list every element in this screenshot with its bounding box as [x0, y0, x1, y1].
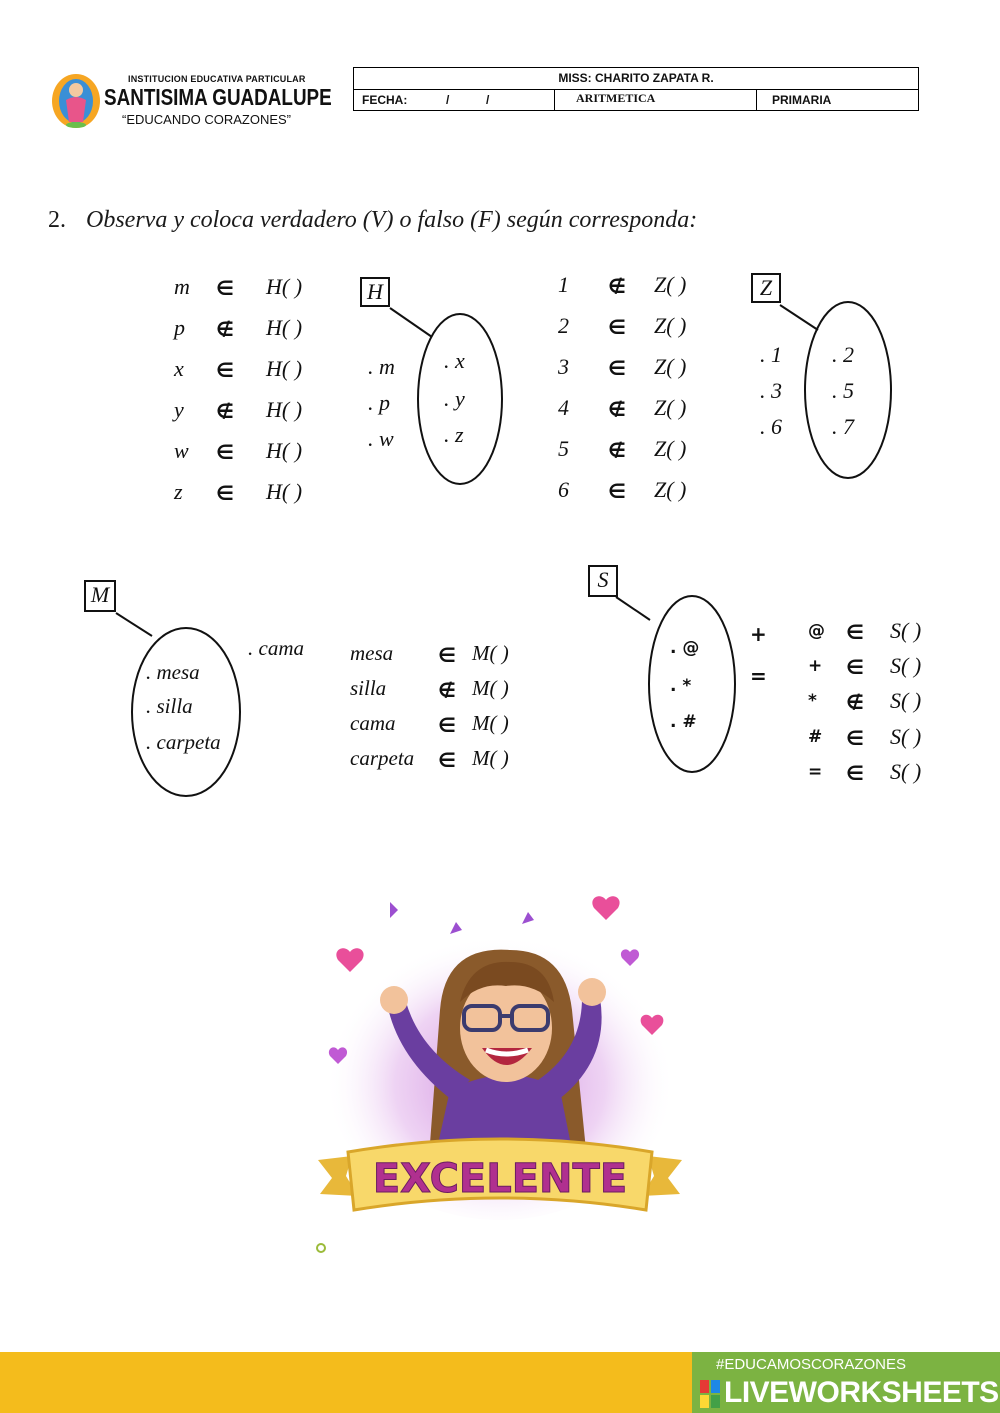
- hashtag: #EDUCAMOSCORAZONES: [716, 1356, 907, 1373]
- membership-symbol: ∈: [846, 655, 864, 679]
- brand-name: LIVEWORKSHEETS: [724, 1376, 999, 1409]
- answer-slot[interactable]: S( ): [890, 618, 922, 643]
- outside-element: . cama: [248, 636, 304, 660]
- element: @: [808, 621, 825, 641]
- membership-symbol: ∈: [216, 358, 234, 382]
- set-z-label: Z: [751, 273, 781, 303]
- set-s-label: S: [588, 565, 618, 597]
- element: 4: [558, 395, 569, 420]
- subject-name: ARITMETICA: [576, 91, 656, 105]
- inside-element: . 2: [832, 342, 854, 367]
- inside-element: . y: [444, 386, 465, 411]
- element: y: [174, 397, 184, 422]
- table-divider: [756, 89, 757, 111]
- outside-element: . 3: [760, 378, 782, 403]
- school-level: PRIMARIA: [772, 93, 832, 107]
- outside-element: . p: [368, 390, 390, 415]
- outside-element: =: [750, 664, 767, 688]
- s-connector-line: [616, 597, 650, 620]
- membership-symbol: ∈: [438, 713, 456, 737]
- membership-symbol: ∈: [846, 726, 864, 750]
- answer-slot[interactable]: S( ): [890, 724, 922, 749]
- element: #: [808, 727, 823, 747]
- answer-slot[interactable]: H( ): [266, 397, 303, 422]
- answer-slot[interactable]: S( ): [890, 759, 922, 784]
- inside-element: . carpeta: [146, 730, 221, 754]
- inside-element: . *: [670, 676, 692, 696]
- date-label: FECHA:: [362, 93, 408, 107]
- institution-type: INSTITUCION EDUCATIVA PARTICULAR: [128, 74, 306, 84]
- element: w: [174, 438, 189, 463]
- institution-motto: “EDUCANDO CORAZONES”: [122, 112, 292, 127]
- date-separator: /: [486, 93, 490, 107]
- answer-slot[interactable]: M( ): [472, 746, 509, 770]
- virgin-emblem-icon: [50, 72, 102, 130]
- membership-symbol: ∈: [216, 440, 234, 464]
- membership-symbol: ∉: [216, 317, 234, 341]
- m-connector-line: [116, 613, 152, 636]
- answer-slot[interactable]: Z( ): [654, 354, 687, 379]
- inside-element: . @: [670, 638, 700, 658]
- membership-symbol: ∈: [438, 643, 456, 667]
- liveworksheets-badge[interactable]: [692, 1352, 1000, 1413]
- answer-slot[interactable]: M( ): [472, 676, 509, 700]
- answer-slot[interactable]: H( ): [266, 438, 303, 463]
- exercise-number: 2.: [48, 207, 66, 233]
- inside-element: . x: [444, 348, 465, 373]
- element: 3: [558, 354, 569, 379]
- instruction-text: Observa y coloca verdadero (V) o falso (F) según corresponda:: [86, 207, 698, 233]
- inside-element: . z: [444, 422, 464, 447]
- membership-symbol: ∈: [608, 315, 626, 339]
- element: carpeta: [350, 746, 415, 770]
- answer-slot[interactable]: M( ): [472, 641, 509, 665]
- answer-slot[interactable]: S( ): [890, 653, 922, 678]
- excelente-illustration: [310, 890, 690, 1260]
- answer-slot[interactable]: H( ): [266, 356, 303, 381]
- element: +: [808, 656, 823, 676]
- answer-slot[interactable]: H( ): [266, 315, 303, 340]
- footer-bar: [0, 1352, 1000, 1413]
- element: 6: [558, 477, 569, 502]
- membership-symbol: ∈: [608, 356, 626, 380]
- element: 5: [558, 436, 569, 461]
- celebration-image: [310, 890, 690, 1260]
- institution-name: SANTISIMA GUADALUPE: [104, 84, 332, 110]
- h-connector-line: [390, 308, 432, 337]
- outside-element: . m: [368, 354, 395, 379]
- set-m-label: M: [84, 580, 116, 612]
- answer-slot[interactable]: Z( ): [654, 313, 687, 338]
- live-icon: [700, 1380, 720, 1408]
- banner-text: EXCELENTE: [372, 1156, 628, 1202]
- inside-element: . mesa: [146, 660, 200, 684]
- membership-symbol: ∈: [846, 761, 864, 785]
- outside-element: . 1: [760, 342, 782, 367]
- answer-slot[interactable]: M( ): [472, 711, 509, 735]
- answer-slot[interactable]: Z( ): [654, 395, 687, 420]
- answer-slot[interactable]: H( ): [266, 479, 303, 504]
- membership-symbol: ∉: [608, 438, 626, 462]
- membership-symbol: ∉: [608, 397, 626, 421]
- element: 1: [558, 272, 569, 297]
- element: *: [808, 691, 817, 711]
- school-logo: [50, 68, 332, 134]
- membership-symbol: ∈: [216, 481, 234, 505]
- inside-element: . 7: [832, 414, 854, 439]
- membership-symbol: ∉: [846, 690, 864, 714]
- membership-symbol: ∉: [216, 399, 234, 423]
- element: cama: [350, 711, 396, 735]
- exercise-instruction: [48, 207, 697, 234]
- element: 2: [558, 313, 569, 338]
- membership-symbol: ∈: [216, 276, 234, 300]
- inside-element: . silla: [146, 694, 193, 718]
- header-info-table: [353, 67, 919, 111]
- answer-slot[interactable]: H( ): [266, 274, 303, 299]
- date-separator: /: [446, 93, 450, 107]
- membership-symbol: ∉: [608, 274, 626, 298]
- element: z: [174, 479, 183, 504]
- element: m: [174, 274, 190, 299]
- answer-slot[interactable]: S( ): [890, 688, 922, 713]
- membership-symbol: ∈: [438, 748, 456, 772]
- element: x: [174, 356, 184, 381]
- answer-slot[interactable]: Z( ): [654, 477, 687, 502]
- outside-element: . 6: [760, 414, 782, 439]
- element: p: [174, 315, 185, 340]
- set-h-label: H: [360, 277, 390, 307]
- inside-element: . 5: [832, 378, 854, 403]
- outside-element: . w: [368, 426, 394, 451]
- inside-element: . #: [670, 712, 697, 732]
- element: mesa: [350, 641, 394, 665]
- table-divider: [554, 89, 555, 111]
- z-connector-line: [780, 305, 818, 330]
- teacher-name: MISS: CHARITO ZAPATA R.: [354, 68, 918, 90]
- membership-symbol: ∈: [846, 620, 864, 644]
- element: silla: [350, 676, 387, 700]
- answer-slot[interactable]: Z( ): [654, 436, 687, 461]
- element: =: [808, 762, 823, 782]
- outside-element: +: [750, 622, 767, 646]
- membership-symbol: ∈: [608, 479, 626, 503]
- membership-symbol: ∉: [438, 678, 456, 702]
- answer-slot[interactable]: Z( ): [654, 272, 687, 297]
- s-set-oval: [649, 596, 735, 772]
